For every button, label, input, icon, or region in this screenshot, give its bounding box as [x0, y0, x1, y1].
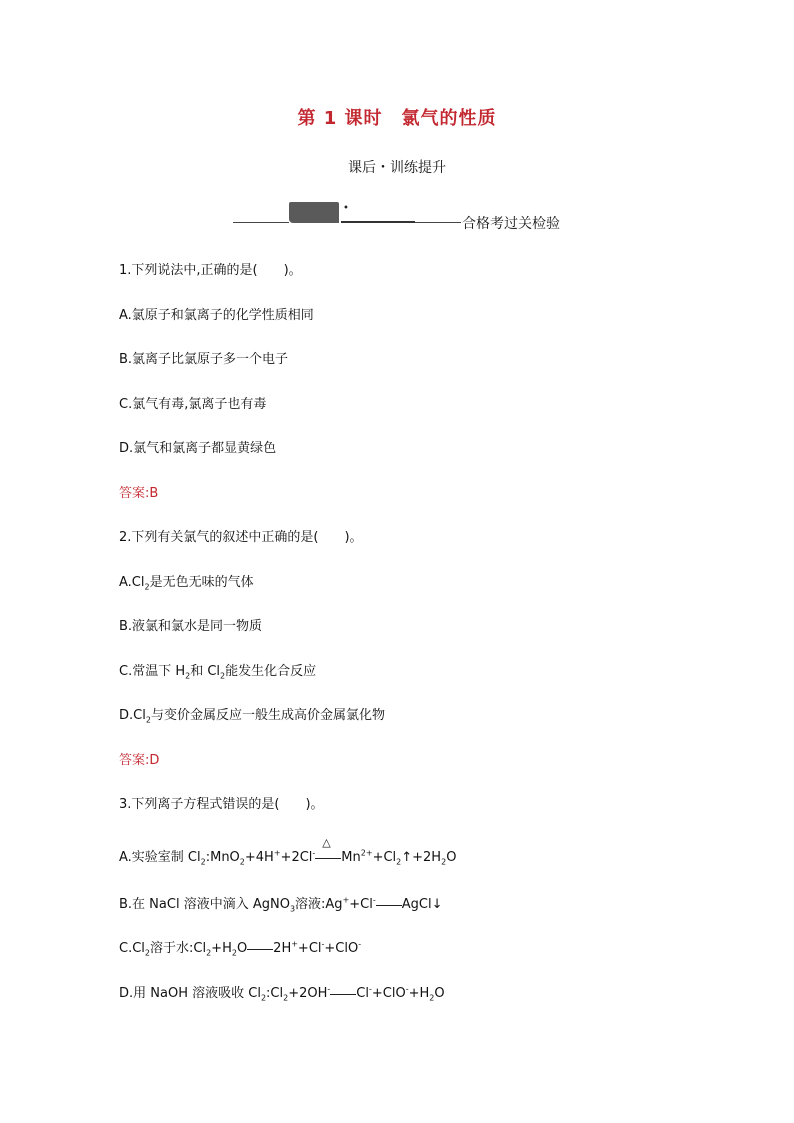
section-banner [233, 200, 563, 234]
q1-answer: 答案:B [119, 486, 159, 501]
banner-label: 合格考过关检验 [462, 216, 560, 232]
q1-option-c: C.氯气有毒,氯离子也有毒 [119, 397, 267, 412]
banner-tab [289, 202, 339, 223]
q2-stem: 2.下列有关氯气的叙述中正确的是( )。 [119, 530, 363, 545]
banner-rule-right [415, 222, 461, 223]
equals-sign [330, 989, 356, 999]
q2-option-c: C.常温下 $H_2$和 $Cl_2$能发生化合反应 [119, 664, 317, 681]
q1-stem: 1.下列说法中,正确的是( )。 [119, 263, 302, 278]
q1-option-b: B.氯离子比氯原子多一个电子 [119, 352, 289, 367]
heat-equals-sign [315, 835, 341, 863]
q2-option-a: $A.Cl_2$是无色无味的气体 [119, 575, 254, 592]
q2-option-d: $D.Cl_2$与变价金属反应一般生成高价金属氯化物 [119, 708, 385, 725]
q2-answer: 答案:D [119, 753, 160, 768]
banner-rule-left [233, 222, 289, 223]
q3-stem: 3.下列离子方程式错误的是( )。 [119, 797, 324, 812]
heat-triangle-icon: △ [322, 835, 331, 849]
equals-sign [247, 944, 273, 954]
q3-option-a: A.实验室制 $Cl_2:MnO_2+4H^++2Cl^-$ △ $Mn^{2+}+Cl_2↑+2H_2O$ [119, 835, 457, 867]
equals-sign [376, 900, 402, 910]
q1-option-d: D.氯气和氯离子都显黄绿色 [119, 441, 277, 456]
lesson-title: 第 1 课时 氯气的性质 [297, 108, 497, 129]
q1-option-a: A.氯原子和氯离子的化学性质相同 [119, 308, 314, 323]
section-subtitle: 课后・训练提升 [348, 160, 446, 176]
q2-option-b: B.液氯和氯水是同一物质 [119, 619, 263, 634]
q3-option-b: B.在 NaCl 溶液中滴入 AgNO$_3$溶液:Ag++Cl- AgCl↓ [119, 895, 443, 914]
q3-option-d: D.用 NaOH 溶液吸收 $Cl_2:Cl_2+2OH^-$ $Cl^-+ClO^-+H_2O$ [119, 984, 445, 1003]
banner-dot: • [343, 203, 349, 214]
q3-option-c: $C.Cl_2$溶于水$:Cl_2+H_2O$ 2H++Cl-+ClO- [119, 939, 362, 958]
banner-rule-mid [341, 221, 415, 223]
